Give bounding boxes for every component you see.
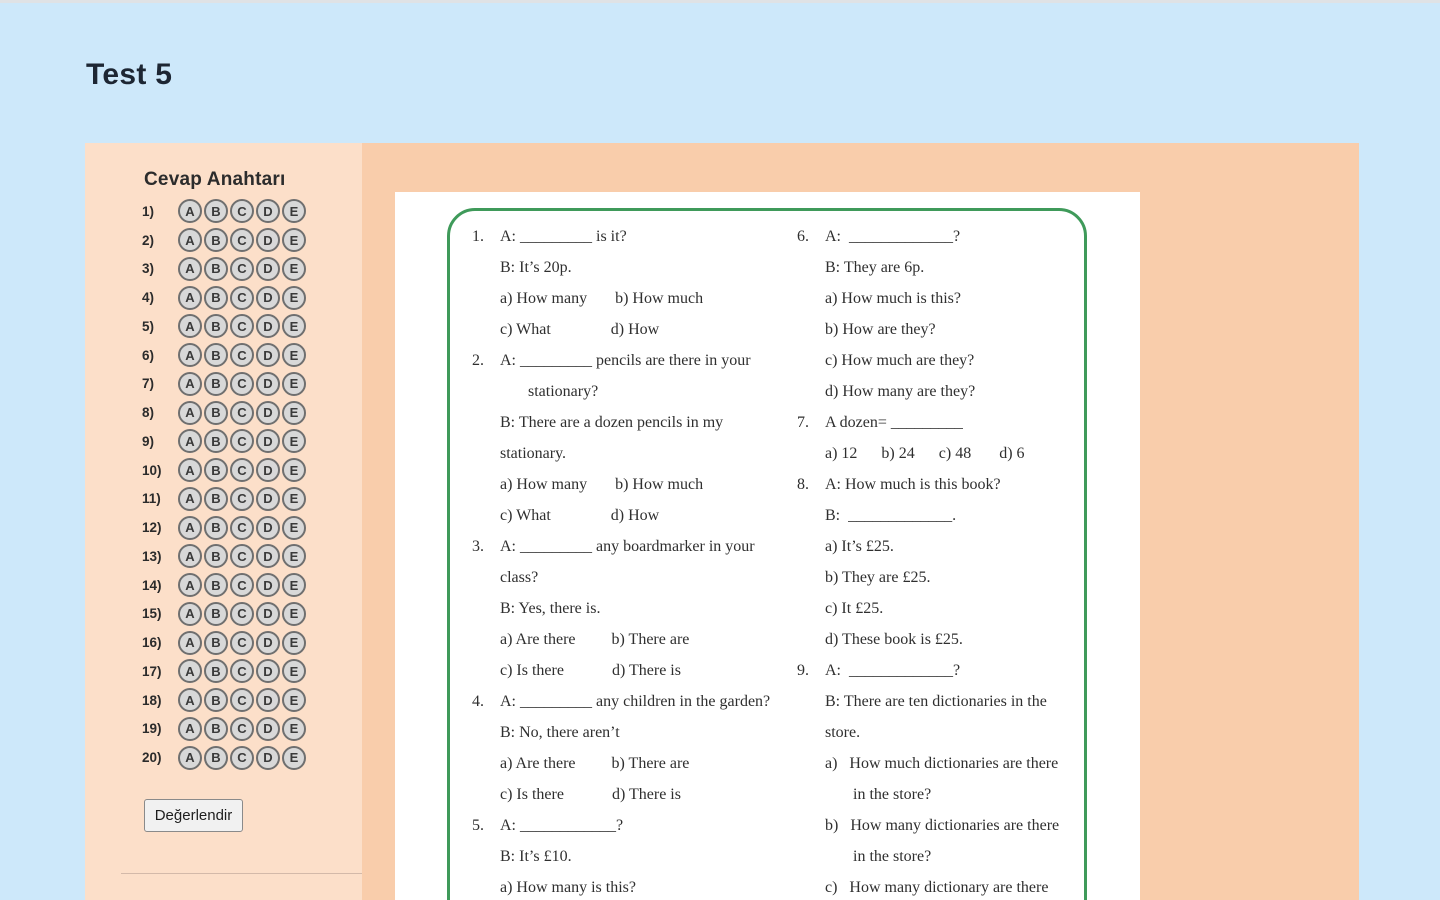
- question-text: A: _________ any boardmarker in your: [500, 538, 755, 555]
- question-text: stationary.: [500, 445, 567, 462]
- choice-e-q3[interactable]: E: [282, 257, 306, 281]
- question-text: a) How much dictionaries are there: [825, 755, 1059, 772]
- question-text: class?: [500, 569, 539, 586]
- doc-col-left: [472, 221, 802, 900]
- choice-b-q6[interactable]: B: [204, 343, 228, 367]
- choice-a-q4[interactable]: A: [178, 286, 202, 310]
- question-text: c) Is there d) There is: [500, 662, 681, 679]
- answer-row: [142, 398, 308, 427]
- question-text: d) How many are they?: [825, 383, 976, 400]
- choice-a-q5[interactable]: A: [178, 314, 202, 338]
- question-line: [472, 500, 802, 531]
- question-number-label: 5): [142, 318, 155, 334]
- question-text: A: _________ pencils are there in your: [500, 352, 751, 369]
- choice-e-q4[interactable]: E: [282, 286, 306, 310]
- doc-col-right: [797, 221, 1127, 900]
- question-line: [472, 810, 802, 841]
- choice-d-q12[interactable]: D: [256, 516, 280, 540]
- question-line: [472, 314, 802, 345]
- choice-d-q14[interactable]: D: [256, 573, 280, 597]
- question-text: b) How many dictionaries are there: [825, 817, 1060, 834]
- question-line: [797, 624, 1127, 655]
- choice-d-q5[interactable]: D: [256, 314, 280, 338]
- answer-row: [142, 715, 308, 744]
- question-number: 6.: [797, 228, 809, 245]
- question-text: B: They are 6p.: [825, 259, 925, 276]
- question-text: a) 12 b) 24 c) 48 d) 6: [825, 445, 1025, 462]
- question-number: 3.: [472, 538, 484, 555]
- question-text: A: ____________?: [500, 817, 624, 834]
- choice-e-q15[interactable]: E: [282, 602, 306, 626]
- choice-c-q5[interactable]: C: [230, 314, 254, 338]
- question-number-label: 19): [142, 721, 162, 737]
- answer-row: [142, 283, 308, 312]
- question-line: [797, 407, 1127, 438]
- question-number-label: 8): [142, 405, 155, 421]
- answer-row: [142, 686, 308, 715]
- question-text: stationary?: [500, 383, 599, 400]
- choice-a-q11[interactable]: A: [178, 487, 202, 511]
- choice-a-q20[interactable]: A: [178, 746, 202, 770]
- choice-e-q14[interactable]: E: [282, 573, 306, 597]
- question-line: [797, 717, 1127, 748]
- question-number-label: 4): [142, 290, 155, 306]
- question-number: 5.: [472, 817, 484, 834]
- question-line: [472, 562, 802, 593]
- choice-d-q19[interactable]: D: [256, 717, 280, 741]
- choice-b-q9[interactable]: B: [204, 429, 228, 453]
- choice-b-q20[interactable]: B: [204, 746, 228, 770]
- choice-e-q2[interactable]: E: [282, 228, 306, 252]
- question-text: a) Are there b) There are: [500, 755, 690, 772]
- answer-row: [142, 628, 308, 657]
- answer-row: [142, 427, 308, 456]
- test-paper: [395, 192, 1140, 900]
- question-number-label: 20): [142, 750, 162, 766]
- question-line: [797, 810, 1127, 841]
- choice-a-q13[interactable]: A: [178, 544, 202, 568]
- answer-row: [142, 312, 308, 341]
- choice-b-q16[interactable]: B: [204, 631, 228, 655]
- choice-e-q13[interactable]: E: [282, 544, 306, 568]
- choice-d-q20[interactable]: D: [256, 746, 280, 770]
- question-line: [472, 624, 802, 655]
- question-line: [797, 872, 1127, 900]
- question-text: d) These book is £25.: [825, 631, 963, 648]
- question-text: store.: [825, 724, 861, 741]
- question-line: [797, 345, 1127, 376]
- choice-c-q11[interactable]: C: [230, 487, 254, 511]
- question-text: A: _____________?: [825, 662, 961, 679]
- choice-a-q1[interactable]: A: [178, 199, 202, 223]
- choice-b-q2[interactable]: B: [204, 228, 228, 252]
- sidebar-divider: [121, 873, 362, 874]
- question-text: A: _________ any children in the garden?: [500, 693, 771, 710]
- answer-row: [142, 513, 308, 542]
- choice-b-q5[interactable]: B: [204, 314, 228, 338]
- question-line: [472, 376, 802, 407]
- choice-b-q14[interactable]: B: [204, 573, 228, 597]
- choice-c-q17[interactable]: C: [230, 659, 254, 683]
- question-line: [797, 500, 1127, 531]
- choice-b-q10[interactable]: B: [204, 458, 228, 482]
- choice-c-q20[interactable]: C: [230, 746, 254, 770]
- choice-c-q15[interactable]: C: [230, 602, 254, 626]
- question-line: [797, 376, 1127, 407]
- choice-c-q4[interactable]: C: [230, 286, 254, 310]
- question-text: c) How many dictionary are there: [825, 879, 1049, 896]
- question-number: 1.: [472, 228, 484, 245]
- question-number-label: 2): [142, 232, 155, 248]
- choice-e-q17[interactable]: E: [282, 659, 306, 683]
- choice-c-q19[interactable]: C: [230, 717, 254, 741]
- choice-c-q8[interactable]: C: [230, 401, 254, 425]
- answer-row: [142, 197, 308, 226]
- question-text: B: _____________.: [825, 507, 957, 524]
- window-top-edge: [0, 0, 1440, 3]
- question-number: 8.: [797, 476, 809, 493]
- question-text: a) How many b) How much: [500, 476, 704, 493]
- choice-e-q7[interactable]: E: [282, 372, 306, 396]
- choice-c-q16[interactable]: C: [230, 631, 254, 655]
- question-text: A dozen= _________: [825, 414, 963, 431]
- choice-b-q4[interactable]: B: [204, 286, 228, 310]
- question-line: [797, 686, 1127, 717]
- choice-d-q7[interactable]: D: [256, 372, 280, 396]
- choice-b-q3[interactable]: B: [204, 257, 228, 281]
- question-line: [472, 593, 802, 624]
- question-line: [472, 686, 802, 717]
- question-text: b) How are they?: [825, 321, 936, 338]
- question-line: [472, 748, 802, 779]
- question-text: c) Is there d) There is: [500, 786, 681, 803]
- choice-c-q7[interactable]: C: [230, 372, 254, 396]
- choice-e-q10[interactable]: E: [282, 458, 306, 482]
- choice-a-q15[interactable]: A: [178, 602, 202, 626]
- answer-row: [142, 743, 308, 772]
- choice-a-q2[interactable]: A: [178, 228, 202, 252]
- question-number: 2.: [472, 352, 484, 369]
- question-line: [472, 345, 802, 376]
- answer-key-sidebar: [85, 143, 362, 900]
- answer-row: [142, 370, 308, 399]
- answer-row: [142, 657, 308, 686]
- choice-e-q5[interactable]: E: [282, 314, 306, 338]
- choice-b-q13[interactable]: B: [204, 544, 228, 568]
- choice-b-q1[interactable]: B: [204, 199, 228, 223]
- choice-c-q3[interactable]: C: [230, 257, 254, 281]
- answer-row: [142, 571, 308, 600]
- question-line: [797, 531, 1127, 562]
- answer-row: [142, 542, 308, 571]
- question-number-label: 17): [142, 663, 162, 679]
- question-text: B: It’s £10.: [500, 848, 572, 865]
- choice-d-q15[interactable]: D: [256, 602, 280, 626]
- choice-a-q19[interactable]: A: [178, 717, 202, 741]
- page-title: Test 5: [86, 58, 173, 91]
- question-number-label: 18): [142, 692, 162, 708]
- choice-c-q12[interactable]: C: [230, 516, 254, 540]
- choice-d-q9[interactable]: D: [256, 429, 280, 453]
- question-line: [472, 469, 802, 500]
- question-line: [472, 872, 802, 900]
- answer-row: [142, 485, 308, 514]
- question-number: 4.: [472, 693, 484, 710]
- choice-c-q13[interactable]: C: [230, 544, 254, 568]
- question-line: [472, 717, 802, 748]
- evaluate-button[interactable]: Değerlendir: [144, 799, 243, 832]
- answer-rows: [142, 197, 308, 772]
- choice-c-q9[interactable]: C: [230, 429, 254, 453]
- question-text: A: _________ is it?: [500, 228, 627, 245]
- answer-key-title: Cevap Anahtarı: [144, 169, 286, 190]
- choice-a-q9[interactable]: A: [178, 429, 202, 453]
- question-line: [472, 655, 802, 686]
- question-number-label: 14): [142, 577, 162, 593]
- choice-c-q6[interactable]: C: [230, 343, 254, 367]
- question-number-label: 9): [142, 433, 155, 449]
- question-text: c) How much are they?: [825, 352, 975, 369]
- choice-b-q15[interactable]: B: [204, 602, 228, 626]
- answer-row: [142, 600, 308, 629]
- choice-d-q4[interactable]: D: [256, 286, 280, 310]
- choice-a-q10[interactable]: A: [178, 458, 202, 482]
- question-number-label: 7): [142, 376, 155, 392]
- choice-c-q2[interactable]: C: [230, 228, 254, 252]
- question-number-label: 16): [142, 635, 162, 651]
- choice-d-q8[interactable]: D: [256, 401, 280, 425]
- question-line: [797, 283, 1127, 314]
- question-number: 9.: [797, 662, 809, 679]
- choice-e-q19[interactable]: E: [282, 717, 306, 741]
- question-text: B: It’s 20p.: [500, 259, 572, 276]
- choice-d-q10[interactable]: D: [256, 458, 280, 482]
- choice-d-q17[interactable]: D: [256, 659, 280, 683]
- question-line: [472, 841, 802, 872]
- question-text: B: There are ten dictionaries in the: [825, 693, 1047, 710]
- choice-c-q1[interactable]: C: [230, 199, 254, 223]
- choice-e-q8[interactable]: E: [282, 401, 306, 425]
- choice-a-q16[interactable]: A: [178, 631, 202, 655]
- question-text: a) How many is this?: [500, 879, 636, 896]
- question-number-label: 10): [142, 462, 162, 478]
- answer-row: [142, 341, 308, 370]
- choice-d-q11[interactable]: D: [256, 487, 280, 511]
- question-line: [797, 314, 1127, 345]
- question-number-label: 13): [142, 548, 162, 564]
- choice-d-q2[interactable]: D: [256, 228, 280, 252]
- question-text: a) It’s £25.: [825, 538, 894, 555]
- question-text: A: How much is this book?: [825, 476, 1001, 493]
- question-line: [797, 841, 1127, 872]
- question-text: A: _____________?: [825, 228, 961, 245]
- choice-e-q11[interactable]: E: [282, 487, 306, 511]
- question-line: [472, 407, 802, 438]
- question-line: [797, 438, 1127, 469]
- choice-e-q6[interactable]: E: [282, 343, 306, 367]
- choice-b-q7[interactable]: B: [204, 372, 228, 396]
- choice-c-q14[interactable]: C: [230, 573, 254, 597]
- choice-e-q1[interactable]: E: [282, 199, 306, 223]
- question-line: [472, 438, 802, 469]
- answer-row: [142, 255, 308, 284]
- test-panel: [85, 143, 1359, 900]
- question-text: c) What d) How: [500, 321, 660, 338]
- choice-a-q17[interactable]: A: [178, 659, 202, 683]
- question-line: [797, 593, 1127, 624]
- question-line: [472, 779, 802, 810]
- choice-d-q18[interactable]: D: [256, 688, 280, 712]
- question-number-label: 1): [142, 203, 155, 219]
- question-number-label: 11): [142, 491, 161, 507]
- choice-d-q6[interactable]: D: [256, 343, 280, 367]
- answer-row: [142, 456, 308, 485]
- question-number-label: 6): [142, 347, 155, 363]
- choice-d-q13[interactable]: D: [256, 544, 280, 568]
- choice-a-q12[interactable]: A: [178, 516, 202, 540]
- question-number-label: 3): [142, 261, 155, 277]
- question-text: c) What d) How: [500, 507, 660, 524]
- choice-b-q12[interactable]: B: [204, 516, 228, 540]
- question-line: [797, 562, 1127, 593]
- question-number-label: 15): [142, 606, 162, 622]
- choice-b-q11[interactable]: B: [204, 487, 228, 511]
- question-text: B: Yes, there is.: [500, 600, 601, 617]
- choice-e-q20[interactable]: E: [282, 746, 306, 770]
- choice-a-q7[interactable]: A: [178, 372, 202, 396]
- choice-a-q18[interactable]: A: [178, 688, 202, 712]
- choice-b-q18[interactable]: B: [204, 688, 228, 712]
- question-line: [797, 748, 1127, 779]
- choice-a-q6[interactable]: A: [178, 343, 202, 367]
- choice-c-q18[interactable]: C: [230, 688, 254, 712]
- choice-c-q10[interactable]: C: [230, 458, 254, 482]
- choice-a-q14[interactable]: A: [178, 573, 202, 597]
- question-line: [797, 252, 1127, 283]
- answer-row: [142, 226, 308, 255]
- question-text: c) It £25.: [825, 600, 884, 617]
- choice-d-q1[interactable]: D: [256, 199, 280, 223]
- choice-e-q12[interactable]: E: [282, 516, 306, 540]
- choice-e-q16[interactable]: E: [282, 631, 306, 655]
- question-text: b) They are £25.: [825, 569, 931, 586]
- question-line: [472, 283, 802, 314]
- question-line: [472, 252, 802, 283]
- choice-a-q8[interactable]: A: [178, 401, 202, 425]
- choice-d-q16[interactable]: D: [256, 631, 280, 655]
- question-line: [472, 531, 802, 562]
- choice-b-q17[interactable]: B: [204, 659, 228, 683]
- choice-a-q3[interactable]: A: [178, 257, 202, 281]
- choice-e-q9[interactable]: E: [282, 429, 306, 453]
- question-line: [472, 221, 802, 252]
- question-number-label: 12): [142, 520, 162, 536]
- question-text: in the store?: [825, 848, 932, 865]
- question-line: [797, 469, 1127, 500]
- question-text: a) Are there b) There are: [500, 631, 690, 648]
- question-text: a) How many b) How much: [500, 290, 704, 307]
- choice-b-q19[interactable]: B: [204, 717, 228, 741]
- choice-b-q8[interactable]: B: [204, 401, 228, 425]
- question-number: 7.: [797, 414, 809, 431]
- question-line: [797, 221, 1127, 252]
- question-text: in the store?: [825, 786, 932, 803]
- choice-e-q18[interactable]: E: [282, 688, 306, 712]
- question-text: B: No, there aren’t: [500, 724, 620, 741]
- question-line: [797, 655, 1127, 686]
- question-text: B: There are a dozen pencils in my: [500, 414, 724, 431]
- question-line: [797, 779, 1127, 810]
- choice-d-q3[interactable]: D: [256, 257, 280, 281]
- question-text: a) How much is this?: [825, 290, 961, 307]
